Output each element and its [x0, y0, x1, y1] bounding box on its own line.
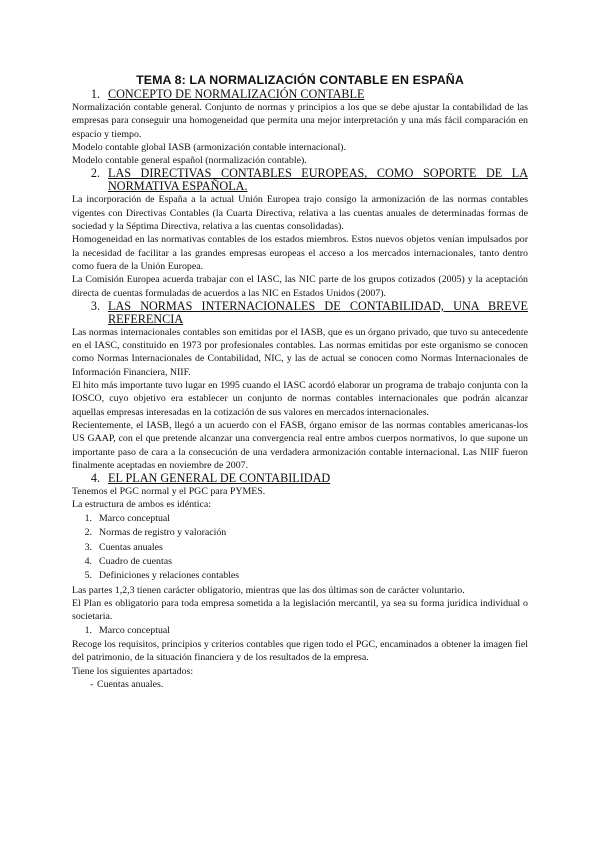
section-number: 2.	[90, 166, 100, 181]
section-title: EL PLAN GENERAL DE CONTABILIDAD	[108, 471, 331, 486]
list-item	[72, 541, 528, 555]
list-number: 1.	[84, 624, 92, 636]
list-label: Cuentas anuales	[99, 541, 163, 553]
list-item	[72, 555, 528, 569]
paragraph: Homogeneidad en las normativas contables de los estados miembros. Estos nuevos objetos venían impulsados por la necesidad de facilitar a las grandes empresas europeas el acceso a los mercados internacionales, tanto dentro como fuera de la Unión Europea.	[72, 234, 528, 272]
list-label: Normas de registro y valoración	[99, 527, 227, 539]
list-number: 5.	[84, 570, 92, 582]
paragraph: Recientemente, el IASB, llegó a un acuerdo con el FASB, órgano emisor de las normas contables americanas-los US GAAP, con el que pretende alcanzar una convergencia real entre ambos cuerpos normativos, lo que supone un importante paso de cara a la consecución de una verdadera armonización contable internacional. Las NIIF fueron finalmente aceptadas en noviembre de 2007.	[72, 419, 528, 471]
section-title: LAS NORMAS INTERNACIONALES DE CONTABILIDAD, UNA BREVE REFERENCIA	[108, 298, 528, 326]
list-number: 3.	[84, 541, 92, 553]
bullet-item	[72, 678, 528, 692]
document-page	[72, 72, 528, 692]
list-item	[72, 624, 528, 638]
section-title: CONCEPTO DE NORMALIZACIÓN CONTABLE	[108, 87, 365, 101]
paragraph: Tenemos el PGC normal y el PGC para PYMES.	[72, 486, 266, 498]
paragraph: Las partes 1,2,3 tienen carácter obligatorio, mientras que las dos últimas son de carácter voluntario.	[72, 584, 465, 596]
list-item	[72, 512, 528, 526]
paragraph: La estructura de ambos es idéntica:	[72, 499, 212, 511]
section-heading-2	[72, 167, 528, 193]
list-label: Definiciones y relaciones contables	[99, 570, 240, 582]
paragraph: Modelo contable global IASB (armonización contable internacional).	[72, 141, 346, 153]
section-number: 1.	[90, 87, 100, 101]
section-heading-3	[72, 300, 528, 326]
list-label: Cuadro de cuentas	[99, 555, 172, 567]
section-title: LAS DIRECTIVAS CONTABLES EUROPEAS, COMO SOPORTE DE LA NORMATIVA ESPAÑOLA.	[108, 166, 528, 194]
list-number: 4.	[84, 555, 92, 567]
paragraph: Tiene los siguientes apartados:	[72, 665, 194, 677]
paragraph: El hito más importante tuvo lugar en 1995 cuando el IASC acordó elaborar un programa de trabajo conjunta con la IOSCO, cuyo objetivo era establecer un conjunto de normas contables internacionales que podrán alcanzar aquellas empresas interesadas en la cotización de sus valores en mercados internacionales.	[72, 380, 528, 418]
paragraph: Modelo contable general español (normalización contable).	[72, 155, 307, 167]
paragraph: Recoge los requisitos, principios y criterios contables que rigen todo el PGC, encaminados a obtener la imagen fiel del patrimonio, de la situación financiera y de los resultados de la empresa.	[72, 639, 528, 664]
list-label: Marco conceptual	[99, 512, 171, 524]
paragraph: Las normas internacionales contables son emitidas por el IASB, que es un órgano privado, que tuvo su antecedente en el IASC, constituido en 1973 por profesionales contables. Las normas emitidas por este organismo se conocen como Normas Internacionales de Contabilidad, NIC, y las de actual se conocen como Normas Internacionales de Información Financiera, NIIF.	[72, 326, 528, 378]
list-label: Marco conceptual	[99, 624, 171, 636]
paragraph: La incorporación de España a la actual Unión Europea trajo consigo la armonización de las normas contables vigentes con Directivas Contables (la Cuarta Directiva, relativa a las cuentas anuales de determinadas formas de sociedad y la Séptima Directiva, relativa a las cuentas consolidadas).	[72, 194, 528, 233]
section-heading-1	[72, 88, 528, 101]
section-heading-4	[72, 472, 528, 485]
paragraph: El Plan es obligatorio para toda empresa sometida a la legislación mercantil, ya sea su forma jurídica individual o societaria.	[72, 598, 528, 623]
list-number: 2.	[84, 527, 92, 539]
bullet-marker: -	[90, 678, 94, 690]
list-item	[72, 569, 528, 583]
list-number: 1.	[84, 512, 92, 524]
list-label: Cuentas anuales.	[97, 678, 164, 690]
section-number: 4.	[90, 471, 100, 486]
page-title: TEMA 8: LA NORMALIZACIÓN CONTABLE EN ESPAÑA	[136, 73, 464, 87]
section-number: 3.	[90, 298, 100, 313]
paragraph: La Comisión Europea acuerda trabajar con el IASC, las NIC parte de los grupos cotizados (2005) y la aceptación directa de cuentas formuladas de acuerdos a las NIC en Estados Unidos (2007).	[72, 274, 528, 299]
list-item	[72, 526, 528, 540]
paragraph: Normalización contable general. Conjunto de normas y principios a los que se debe ajustar la contabilidad de las empresas para conseguir una homogeneidad que permita una mejor interpretación y una más fácil comparación en espacio y tiempo.	[72, 102, 528, 140]
